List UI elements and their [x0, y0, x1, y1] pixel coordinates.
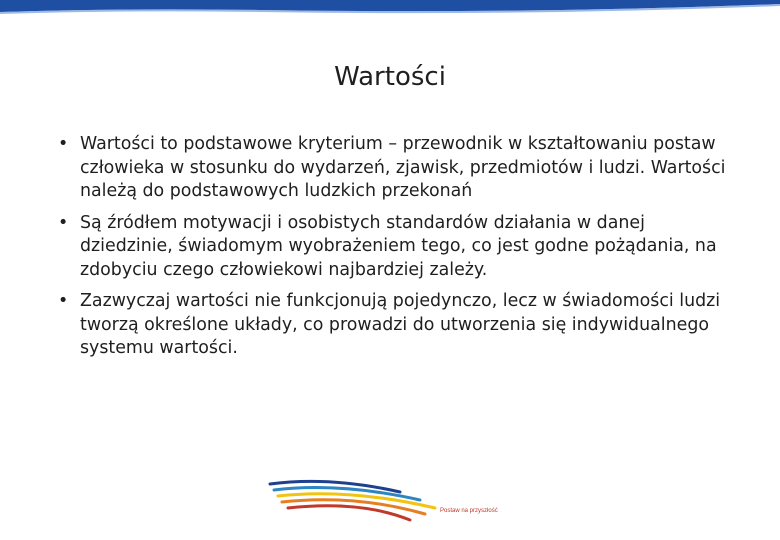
- bullet-icon: •: [58, 134, 69, 154]
- logo-caption: Postaw na przyszłość: [440, 508, 498, 514]
- list-item: [58, 133, 738, 204]
- logo-stripe: [288, 506, 410, 520]
- page-title: Wartości: [334, 62, 446, 92]
- bullet-text: Zazwyczaj wartości nie funkcjonują pojedynczo, lecz w świadomości ludzi tworzą określone układy, co prowadzi do utworzenia się indywidualnego systemu wartości.: [80, 291, 721, 358]
- top-banner: [0, 0, 780, 14]
- list-item: [58, 212, 738, 283]
- bullet-list: [58, 133, 738, 369]
- list-item: [58, 290, 738, 361]
- bullet-text: Wartości to podstawowe kryterium – przewodnik w kształtowaniu postaw człowieka w stosunku do wydarzeń, zjawisk, przedmiotów i ludzi. Wartości należą do podstawowych ludzkich przekonań: [80, 134, 726, 201]
- bullet-icon: •: [58, 212, 69, 233]
- bullet-icon: •: [58, 291, 69, 311]
- bullet-text: Są źródłem motywacji i osobistych standardów działania w danej dziedzinie, świadomym wyobrażeniem tego, co jest godne pożądania, na zdobyciu czego człowiekowi najbardziej zależy.: [80, 212, 717, 280]
- logo-stripes: [260, 470, 520, 530]
